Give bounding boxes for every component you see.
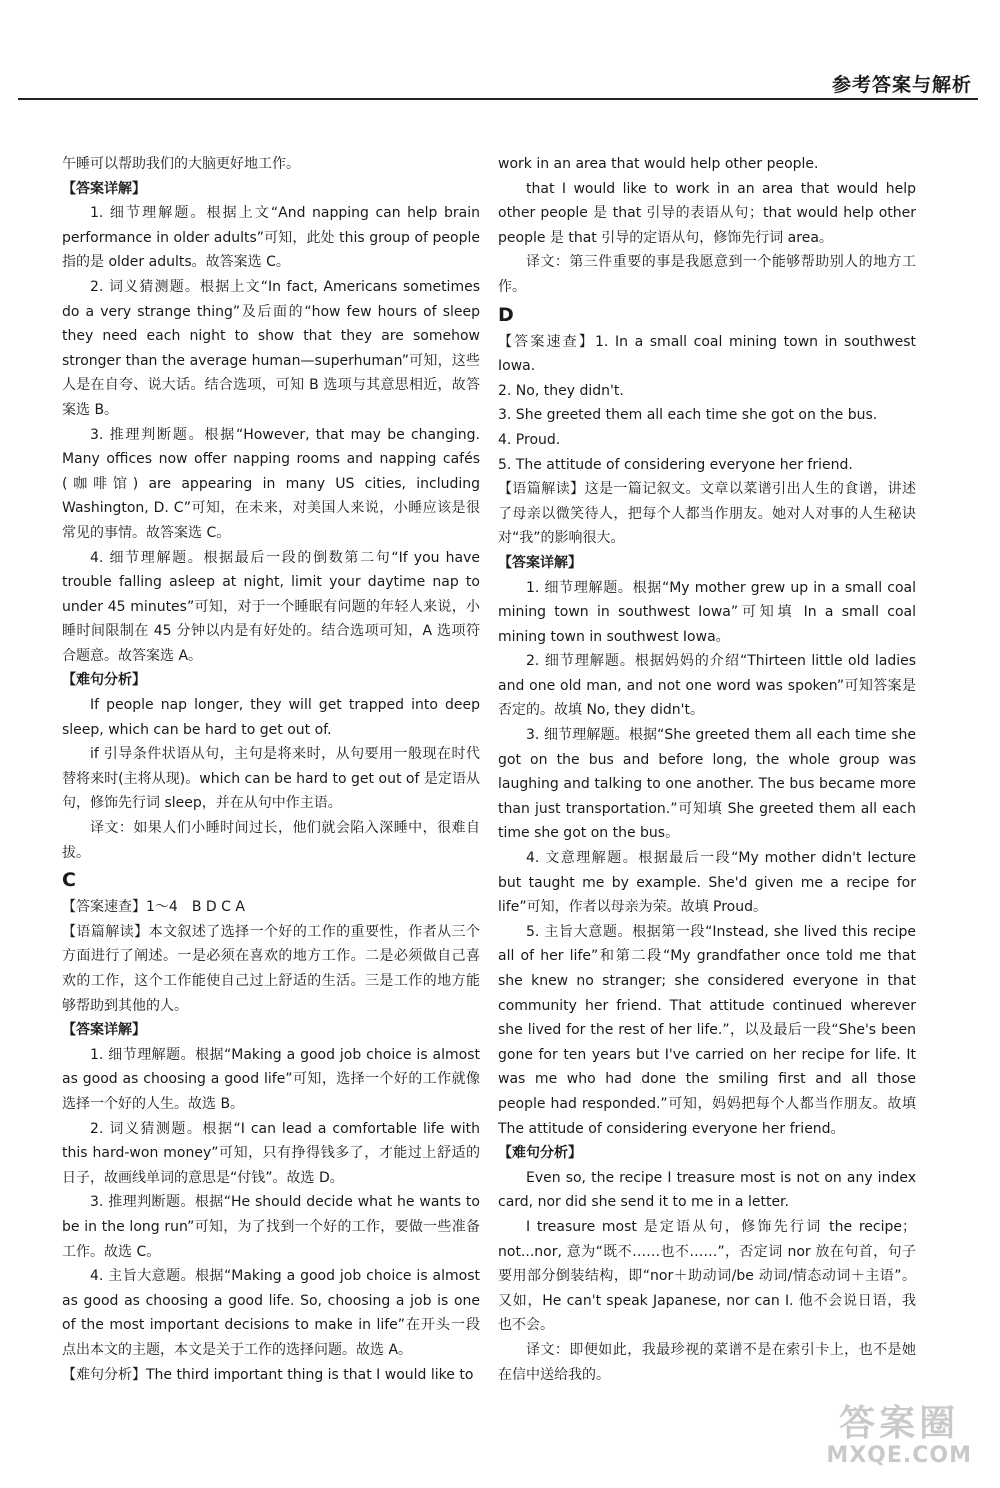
paragraph: Even so, the recipe I treasure most is not on any index card, nor did she send it to me in a letter. — [498, 1169, 916, 1211]
paragraph: 3. 推理判断题。根据“He should decide what he wants to be in the long run”可知，为了找到一个好的工作，要做一些准备工作。故选 C。 — [62, 1194, 480, 1260]
paragraph: 2. 词义猜测题。根据上文“In fact, Americans sometimes do a very strange thing”及后面的“how few hours of sleep they need each night to show that they are somehow stronger than the average human—superhuman”可知，这些人是在自夸、说大话。结合选项，可知 B 选项与其意思相近，故答案选 B。 — [62, 278, 480, 418]
paragraph: 3. 推理判断题。根据“However, that may be changing. Many offices now offer napping rooms and napping cafés (咖啡馆) are appearing in many US cities, including Washington, D. C”可知，在未来，对美国人来说，小睡应该是很常见的事情。故答案选 C。 — [62, 426, 480, 541]
section-heading: C — [62, 869, 76, 892]
paragraph: 1. 细节理解题。根据“Making a good job choice is almost as good as choosing a good life”可知，选择一个好的工作就像选择一个好的人生。故选 B。 — [62, 1046, 480, 1112]
section-tag: 【答案详解】 — [62, 180, 146, 197]
paragraph: 4. Proud. — [498, 431, 561, 448]
paragraph: 5. 主旨大意题。根据第一段“Instead, she lived this recipe all of her life”和第二段“My grandfather once told me that she knew no stranger; she considered everyone in that community her friend. That attitude continued wherever she lived for the rest of her life.”，以及最后一段“She's been gone for ten years but I've carried on her recipe for life. It was me who had done the smiling first and all those people had responded.”可知，妈妈把每个人都当作朋友。故填 The attitude of considering everyone her friend。 — [498, 923, 916, 1137]
paragraph: I treasure most 是定语从句，修饰先行词 the recipe；not...nor, 意为“既不……也不……”，否定词 nor 放在句首，句子要用部分倒装结构，即“nor＋助动词/be 动词/情态动词＋主语”。又如，He can't speak Japanese, nor can I. 他不会说日语，我也不会。 — [498, 1218, 916, 1334]
paragraph: 4. 细节理解题。根据最后一段的倒数第二句“If you have trouble falling asleep at night, limit your daytime nap to under 45 minutes”可知，对于一个睡眠有问题的年轻人来说，小睡时间限制在 45 分钟以内是有好处的。结合选项可知，A 选项符合题意。故答案选 A。 — [62, 549, 480, 664]
paragraph: 3. She greeted them all each time she got on the bus. — [498, 407, 878, 424]
paragraph: 4. 文意理解题。根据最后一段“My mother didn't lecture but taught me by example. She'd given me a recipe for life”可知，作者以母亲为荣。故填 Proud。 — [498, 850, 916, 916]
paragraph: 【语篇解读】这是一篇记叙文。文章以菜谱引出人生的食谱，讲述了母亲以微笑待人，把每个人都当作朋友。她对人对事的人生秘诀对“我”的影响很大。 — [498, 481, 916, 547]
header-divider — [18, 98, 978, 100]
paragraph: 1. 细节理解题。根据“My mother grew up in a small coal mining town in southwest Iowa”可知填 In a small coal mining town in southwest Iowa。 — [498, 579, 916, 645]
paragraph: 2. No, they didn't. — [498, 382, 624, 399]
paragraph: 1. 细节理解题。根据上文“And napping can help brain performance in older adults”可知，此处 this group of people 指的是 older adults。故答案选 C。 — [62, 205, 480, 271]
paragraph: 译文：即便如此，我最珍视的菜谱不是在索引卡上，也不是她在信中送给我的。 — [498, 1341, 916, 1383]
paragraph: 译文：第三件重要的事是我愿意到一个能够帮助别人的地方工作。 — [498, 254, 916, 295]
paragraph: If people nap longer, they will get trapped into deep sleep, which can be hard to get out of. — [62, 697, 480, 738]
paragraph: 【答案速查】1. In a small coal mining town in southwest Iowa. — [498, 333, 916, 375]
paragraph: 【语篇解读】本文叙述了选择一个好的工作的重要性，作者从三个方面进行了阐述。一是必须在喜欢的地方工作。二是必须做自己喜欢的工作，这个工作能使自己过上舒适的生活。三是工作的地方能够帮助到其他的人。 — [62, 923, 480, 1014]
paragraph: 3. 细节理解题。根据“She greeted them all each time she got on the bus and before long, the whole group was laughing and talking to one another. The bus became more than just transportation.”可知填 She greeted them all each time she got on the bus。 — [498, 727, 916, 842]
paragraph: 【难句分析】The third important thing is that I would like to — [62, 1366, 474, 1383]
paragraph: 2. 词义猜测题。根据“I can lead a comfortable life with this hard-won money”可知，只有挣得钱多了，才能过上舒适的日子，故画线单词的意思是“付钱”。故选 D。 — [62, 1120, 480, 1186]
section-tag: 【难句分析】 — [62, 672, 146, 689]
watermark-logo: 答案圈 — [839, 1403, 960, 1444]
page-header-title: 参考答案与解析 — [831, 74, 972, 96]
paragraph: if 引导条件状语从句，主句是将来时，从句要用一般现在时代替将来时(主将从现)。which can be hard to get out of 是定语从句，修饰先行词 sleep，并在从句中作主语。 — [62, 746, 480, 812]
paragraph: 【答案速查】1～4 B D C A — [62, 899, 245, 916]
watermark — [826, 1404, 972, 1468]
paragraph: that I would like to work in an area that would help other people 是 that 引导的表语从句；that would help other people 是 that 引导的定语从句，修饰先行词 area。 — [498, 180, 916, 246]
section-tag: 【答案详解】 — [62, 1022, 146, 1039]
paragraph: 4. 主旨大意题。根据“Making a good job choice is almost as good as choosing a good life. So, choosing a job is one of the most important decisions to make in life”在开头一段点出本文的主题，本文是关于工作的选择问题。故选 A。 — [62, 1268, 480, 1358]
section-tag: 【答案详解】 — [498, 554, 582, 571]
section-heading: D — [498, 303, 514, 326]
paragraph: 午睡可以帮助我们的大脑更好地工作。 — [62, 156, 300, 172]
left-column — [62, 152, 480, 1387]
paragraph: 2. 细节理解题。根据妈妈的介绍“Thirteen little old ladies and one old man, and not one word was spoken”可知答案是否定的。故填 No, they didn't。 — [498, 653, 916, 719]
watermark-url: MXQE.COM — [826, 1443, 972, 1468]
paragraph: 译文：如果人们小睡时间过长，他们就会陷入深睡中，很难自拔。 — [62, 820, 480, 861]
right-column — [498, 152, 916, 1387]
paragraph: 5. The attitude of considering everyone her friend. — [498, 456, 853, 473]
section-tag: 【难句分析】 — [498, 1145, 582, 1162]
paragraph: work in an area that would help other people. — [498, 156, 819, 172]
